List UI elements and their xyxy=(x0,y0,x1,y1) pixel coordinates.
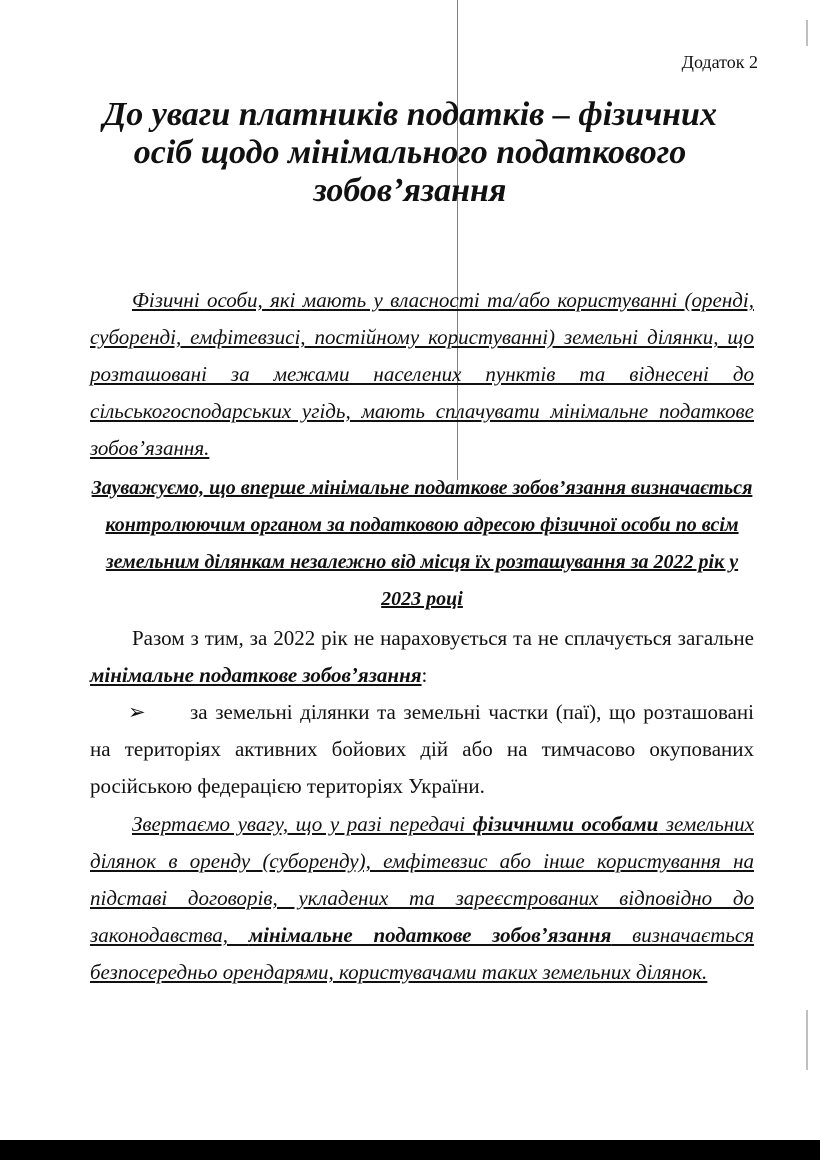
scan-bottom-border xyxy=(0,1140,820,1160)
paragraph-lease-transfer xyxy=(90,806,754,991)
scan-edge-mark xyxy=(806,20,808,46)
paragraph-minimum-tax-obligation: Фізичні особи, які мають у власності та/або користуванні (оренді, суборенді, емфітевзисі, постійному користуванні) земельні ділянки, що розташовані за межами населених пунктів та віднесені до сільськогосподарських угідь, мають сплачувати мінімальне податкове зобов’язання. xyxy=(90,288,754,460)
annex-label: Додаток 2 xyxy=(681,52,758,72)
paragraph-exemption-2022 xyxy=(90,620,754,694)
document-title: До уваги платників податків – фізичних осіб щодо мінімального податкового зобов’язання xyxy=(103,96,717,209)
paragraph-lease-emphasis-2: мінімальне податкове зобов’язання xyxy=(248,923,612,947)
paragraph-lease-text-2: земельних ділянок в оренду (суборенду), емфітевзис або інше користування на підставі договорів, укладених та зареєстрованих відповідно до законодавства, xyxy=(90,812,754,947)
paragraph-lease-text-1: Звертаємо увагу, що у разі передачі xyxy=(132,812,473,836)
paragraph-lease-emphasis-1: фізичними особами xyxy=(472,812,659,836)
paragraph-exemption-emphasis: мінімальне податкове зобов’язання xyxy=(90,663,422,687)
paragraph-exemption-colon: : xyxy=(421,663,428,687)
paragraph-exemption-text: Разом з тим, за 2022 рік не нараховується та не сплачується загальне xyxy=(132,626,754,650)
bullet-item-text: за земельні ділянки та земельні частки (паї), що розташовані на територіях активних бойових дій або на тимчасово окупованих російською федерацією територіях України. xyxy=(90,700,754,798)
bullet-item-combat-territories xyxy=(90,694,754,805)
scan-edge-mark xyxy=(806,1010,808,1070)
paragraph-lease-text-3: визначається безпосередньо орендарями, користувачами таких земельних ділянок. xyxy=(90,923,755,984)
paragraph-notice-first-determination: Зауважуємо, що вперше мінімальне податкове зобов’язання визначається контролюючим органом за податковою адресою фізичної особи по всім земельним ділянкам незалежно від місця їх розташування за 2022 рік у 2023 році xyxy=(91,477,753,610)
arrow-bullet-icon: ➢ xyxy=(128,700,146,724)
